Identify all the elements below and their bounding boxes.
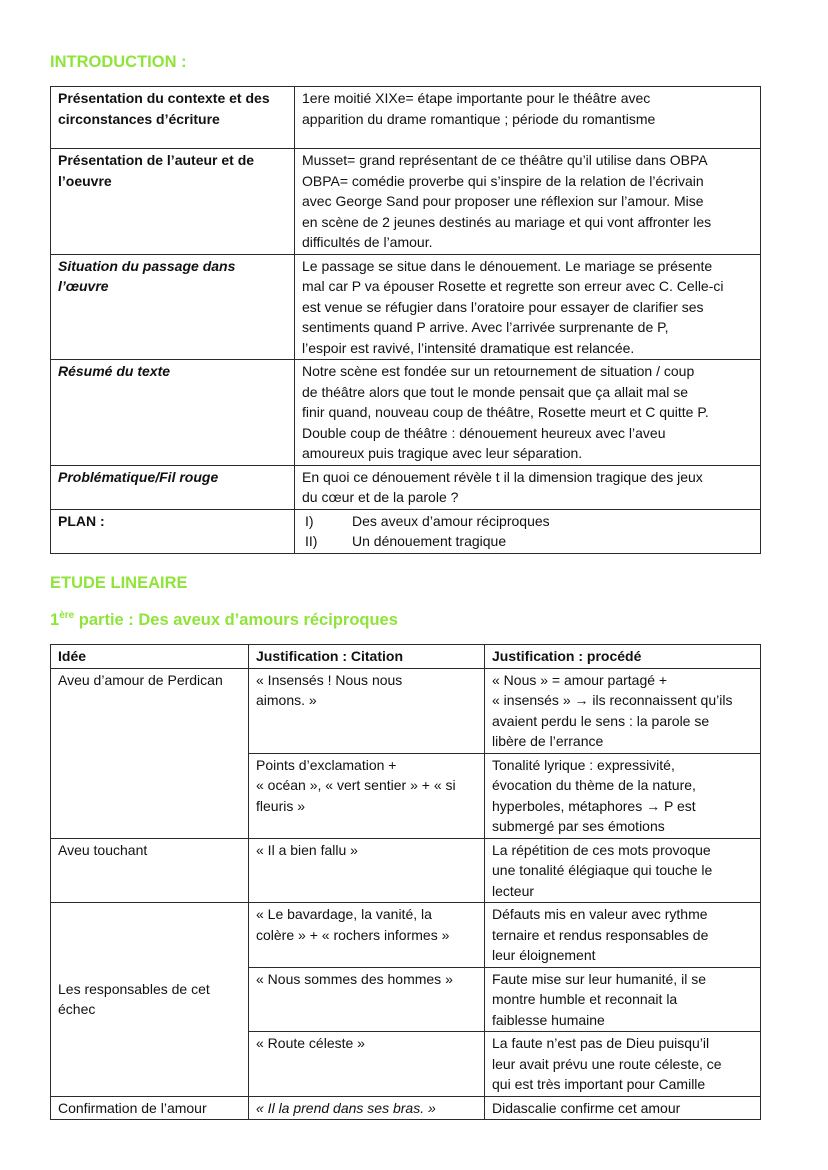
text-line: leur éloignement: [492, 947, 596, 963]
procede-cell: [485, 903, 761, 968]
text-line: aimons. »: [256, 692, 317, 708]
citation-cell: [249, 838, 485, 903]
text-line: « Il la prend dans ses bras. »: [256, 1099, 436, 1116]
text-line: En quoi ce dénouement révèle t il la dimension tragique des jeux: [302, 468, 703, 485]
text-line: avaient perdu le sens : la parole se: [492, 712, 710, 729]
text-line: Le passage se situe dans le dénouement. Le mariage se présente: [302, 257, 713, 274]
text-line: qui est très important pour Camille: [492, 1076, 706, 1092]
text-line: « Nous » = amour partagé +: [492, 671, 668, 688]
procede-cell: [485, 753, 761, 838]
introduction-heading: INTRODUCTION :: [50, 53, 187, 71]
text-line: « Nous sommes des hommes »: [256, 970, 453, 987]
procede-cell: [485, 1096, 761, 1120]
text-line: est venue se réfugier dans l’oratoire pour essayer de clarifier ses: [302, 298, 704, 315]
text-line: du cœur et de la parole ?: [302, 489, 459, 505]
column-header-idee: Idée: [51, 645, 249, 669]
text-line: OBPA= comédie proverbe qui s’inspire de la relation de l’écrivain: [302, 172, 704, 189]
row-value: [295, 87, 761, 149]
idea-cell: Les responsables de cet échec: [51, 903, 249, 1097]
table-row: [51, 360, 761, 466]
text-line: La faute n’est pas de Dieu puisqu’il: [492, 1035, 710, 1051]
text-line: libère de l’errance: [492, 733, 604, 749]
citation-cell: [249, 903, 485, 968]
text-line: ternaire et rendus responsables de: [492, 926, 709, 943]
text-line: apparition du drame romantique ; période du romantisme: [302, 110, 656, 127]
plan-label: PLAN :: [51, 509, 295, 553]
row-label: Situation du passage dans l’œuvre: [51, 254, 295, 360]
text-line: de théâtre alors que tout le monde pensait que ça allait mal se: [302, 383, 689, 400]
text-line: une tonalité élégiaque qui touche le: [492, 862, 713, 878]
text-line: Points d’exclamation +: [256, 756, 397, 773]
text-line: montre humble et reconnait la: [492, 991, 678, 1007]
text-line: difficultés de l’amour.: [302, 234, 433, 250]
idea-cell: Aveu touchant: [51, 838, 249, 903]
linear-study-table: [50, 644, 761, 1120]
citation-cell: [249, 1096, 485, 1120]
plan-item-number: II): [305, 533, 318, 549]
text-line: « océan », « vert sentier » + « si: [256, 777, 456, 793]
plan-item-number: I): [305, 512, 314, 529]
row-value: [295, 254, 761, 360]
text-line: Notre scène est fondée sur un retournement de situation / coup: [302, 363, 695, 379]
text-line: finir quand, nouveau coup de théâtre, Rosette meurt et C quitte P.: [302, 404, 709, 420]
etude-lineaire-heading: ETUDE LINEAIRE: [50, 574, 188, 592]
introduction-table: [50, 86, 761, 554]
column-header-procede: Justification : procédé: [485, 645, 761, 669]
text-line: lecteur: [492, 882, 535, 899]
text-line: amoureux puis tragique avec leur séparation.: [302, 445, 583, 461]
table-row: [51, 509, 761, 553]
citation-cell: [249, 967, 485, 1032]
citation-cell: [249, 1032, 485, 1097]
text-line: avec George Sand pour proposer une réflexion sur l’amour. Mise: [302, 193, 704, 209]
idea-cell: Aveu d’amour de Perdican: [51, 668, 249, 838]
procede-cell: [485, 1032, 761, 1097]
text-line: « insensés » → ils reconnaissent qu’ils: [492, 692, 733, 708]
citation-cell: [249, 753, 485, 838]
text-line: La répétition de ces mots provoque: [492, 841, 711, 858]
table-row: [51, 254, 761, 360]
text-line: « Route céleste »: [256, 1035, 365, 1051]
plan-item: [302, 511, 753, 532]
text-line: 1ere moitié XIXe= étape importante pour le théâtre avec: [302, 90, 651, 106]
table-row: [51, 465, 761, 509]
text-line: « Le bavardage, la vanité, la: [256, 906, 432, 922]
plan-item: [302, 531, 753, 552]
part-title: partie : Des aveux d’amours réciproques: [74, 611, 398, 629]
procede-cell: [485, 838, 761, 903]
row-label: Présentation du contexte et des circonstances d’écriture: [51, 87, 295, 149]
text-line: Tonalité lyrique : expressivité,: [492, 756, 675, 773]
text-line: hyperboles, métaphores → P est: [492, 797, 696, 814]
text-line: Faute mise sur leur humanité, il se: [492, 970, 706, 987]
table-header-row: [51, 645, 761, 669]
text-line: Musset= grand représentant de ce théâtre qu’il utilise dans OBPA: [302, 152, 708, 168]
text-line: Double coup de théâtre : dénouement heureux avec l’aveu: [302, 424, 666, 441]
table-row: [51, 1096, 761, 1120]
text-line: submergé par ses émotions: [492, 818, 665, 834]
plan-item-text: Un dénouement tragique: [352, 533, 507, 549]
row-label: Présentation de l’auteur et de l’oeuvre: [51, 149, 295, 255]
row-label: Problématique/Fil rouge: [51, 465, 295, 509]
text-line: sentiments quand P arrive. Avec l’arrivée surprenante de P,: [302, 319, 669, 335]
part-number: 1: [50, 611, 60, 629]
part-one-heading: [50, 610, 398, 630]
text-line: mal car P va épouser Rosette et regrette son erreur avec C. Celle-ci: [302, 278, 724, 294]
table-row: [51, 87, 761, 149]
text-line: « Il a bien fallu »: [256, 841, 358, 858]
text-line: Didascalie confirme cet amour: [492, 1099, 681, 1116]
table-row: [51, 903, 761, 968]
table-row: [51, 838, 761, 903]
plan-item-text: Des aveux d’amour réciproques: [352, 512, 550, 529]
text-line: colère » + « rochers informes »: [256, 926, 450, 943]
procede-cell: [485, 967, 761, 1032]
plan-list: [295, 509, 761, 553]
idea-cell: Confirmation de l’amour: [51, 1096, 249, 1120]
table-row: [51, 668, 761, 753]
text-line: faiblesse humaine: [492, 1011, 605, 1028]
text-line: l’espoir est ravivé, l’intensité dramatique est relancée.: [302, 339, 635, 356]
citation-cell: [249, 668, 485, 753]
procede-cell: [485, 668, 761, 753]
text-line: « Insensés ! Nous nous: [256, 671, 403, 688]
table-row: [51, 149, 761, 255]
part-number-suffix: ère: [59, 610, 75, 621]
text-line: fleuris »: [256, 797, 306, 814]
row-label: Résumé du texte: [51, 360, 295, 466]
column-header-citation: Justification : Citation: [249, 645, 485, 669]
text-line: évocation du thème de la nature,: [492, 777, 696, 793]
row-value: [295, 465, 761, 509]
text-line: Défauts mis en valeur avec rythme: [492, 906, 708, 922]
text-line: en scène de 2 jeunes destinés au mariage et qui vont affronter les: [302, 213, 712, 230]
row-value: [295, 149, 761, 255]
row-value: [295, 360, 761, 466]
text-line: leur avait prévu une route céleste, ce: [492, 1055, 722, 1072]
